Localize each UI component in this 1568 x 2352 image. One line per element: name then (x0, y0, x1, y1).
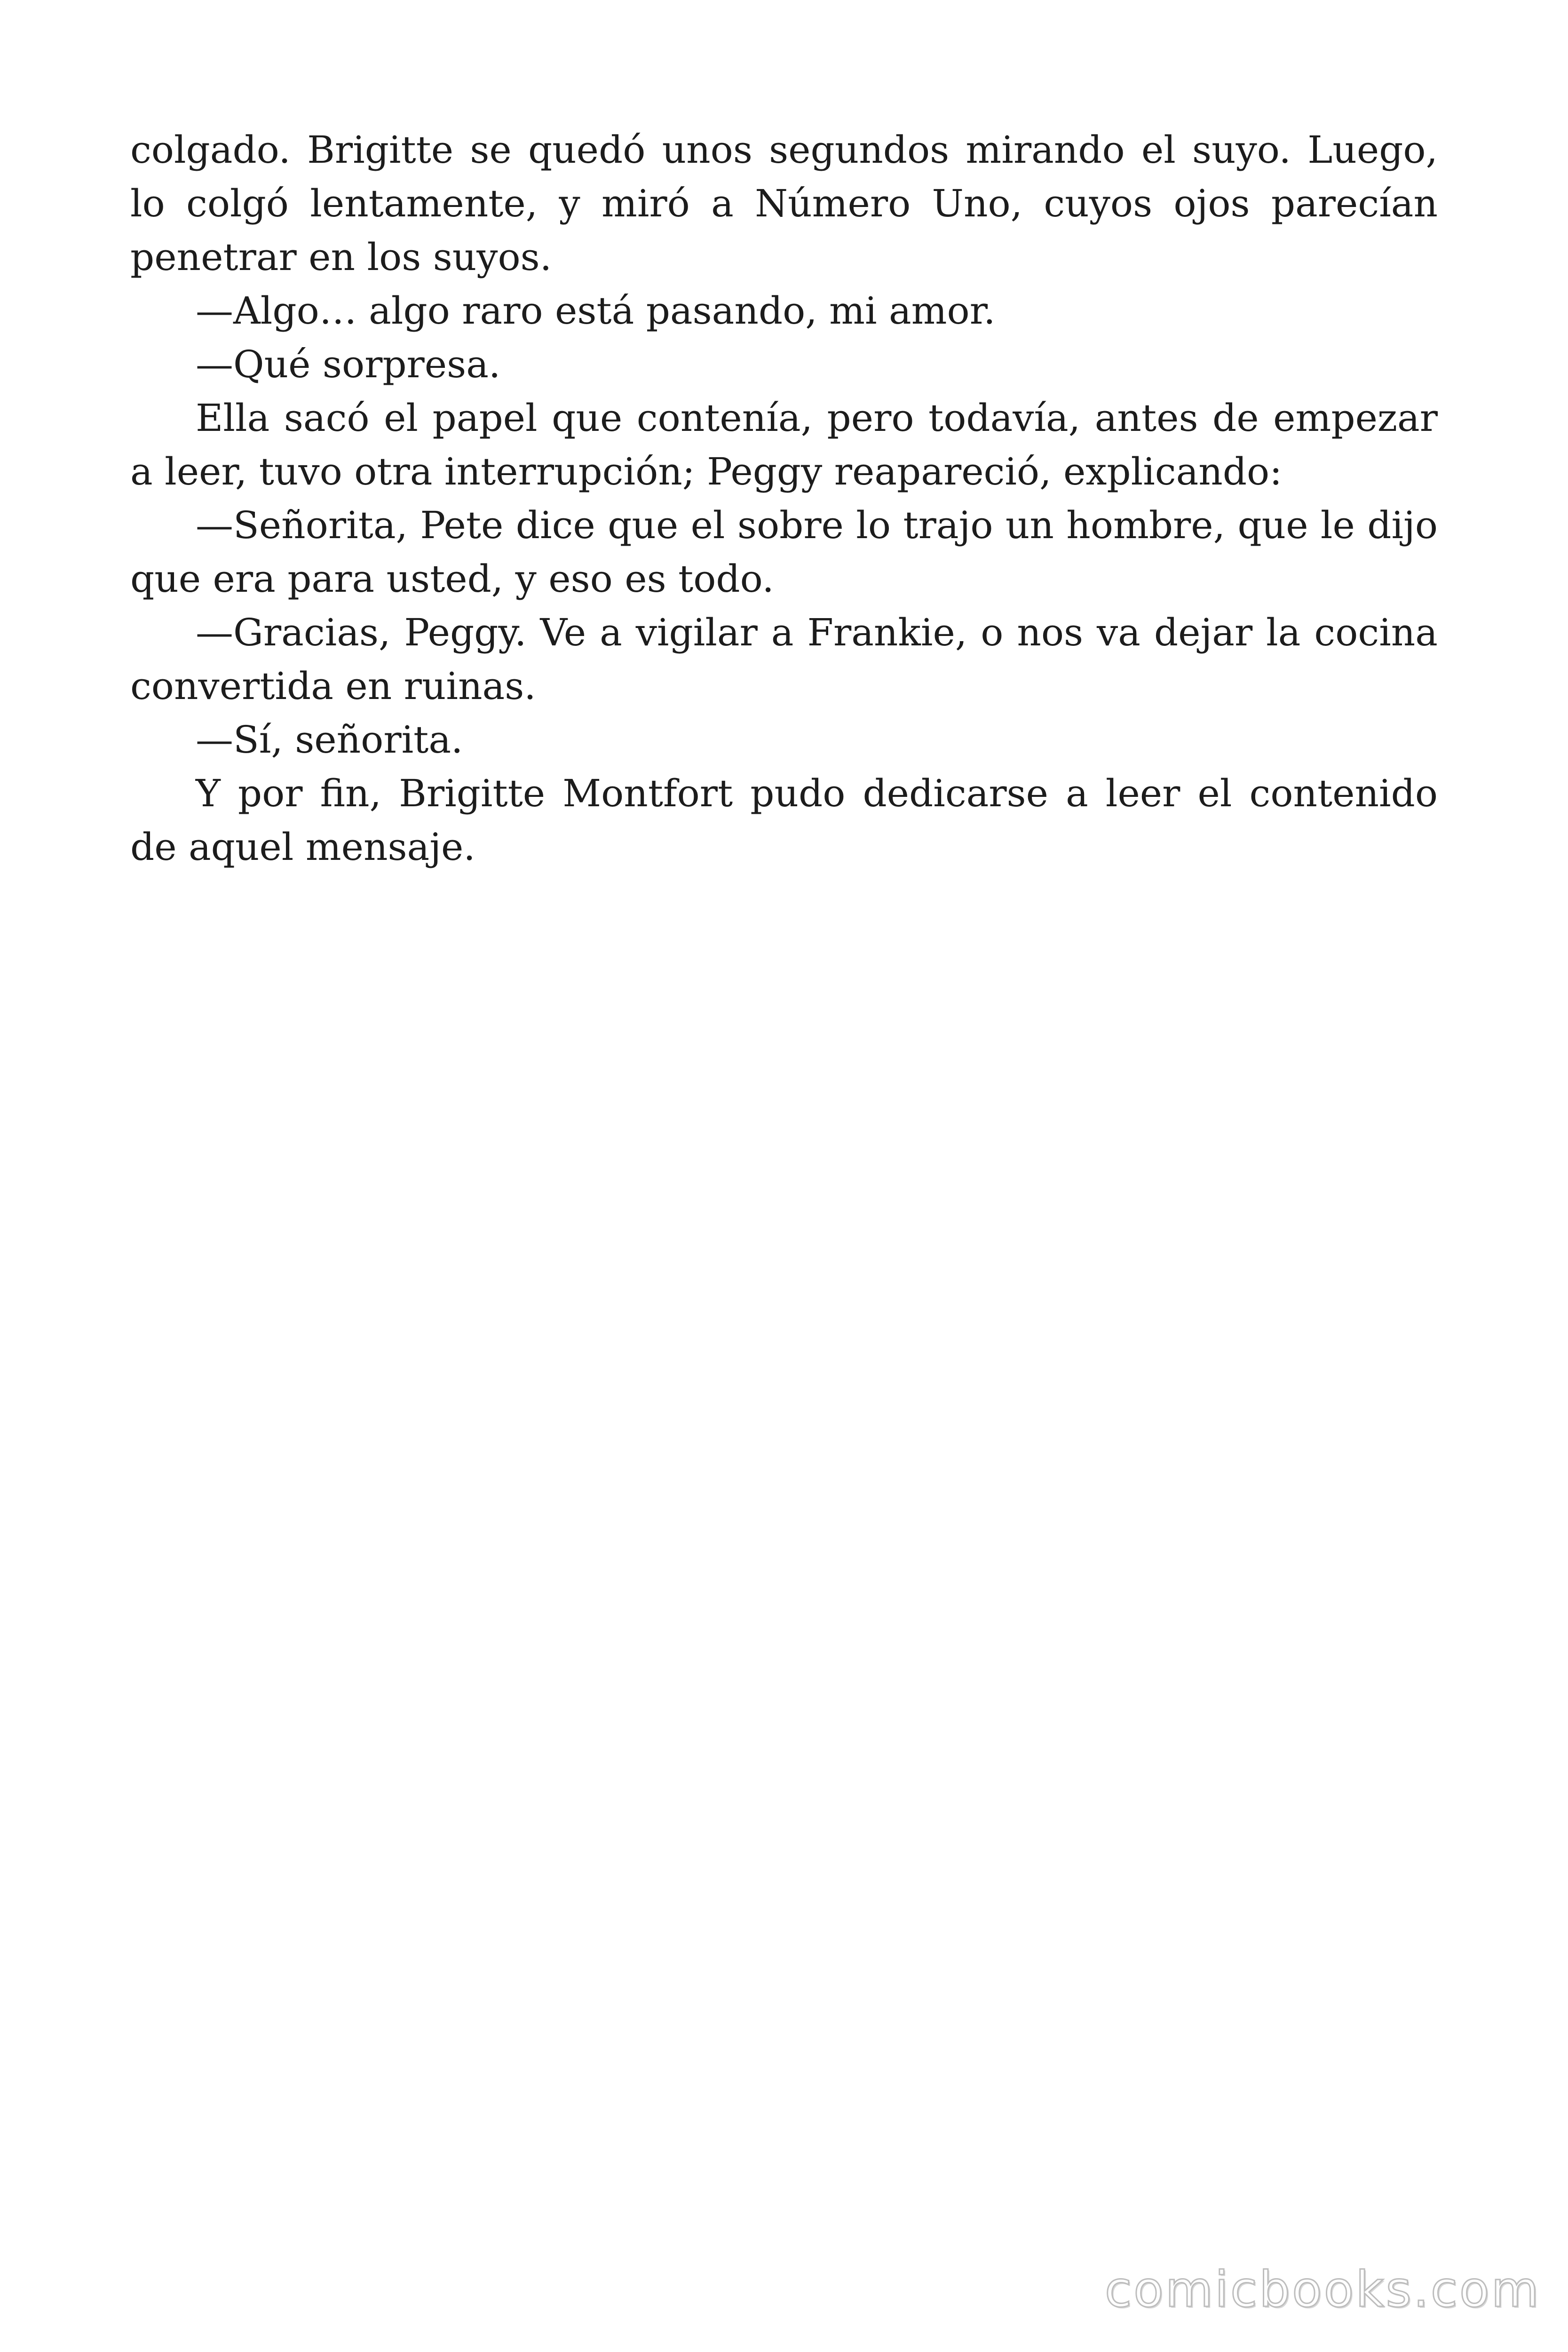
watermark: comicbooks.com (1104, 2261, 1541, 2318)
paragraph-dialogue: —Sí, señorita. (196, 718, 463, 762)
paragraph-dialogue: —Gracias, Peggy. Ve a vigilar a Frankie, o nos va dejar la cocina convertida en ruinas. (130, 611, 1438, 708)
paragraph-dialogue: —Qué sorpresa. (196, 342, 501, 386)
paragraph-dialogue: —Señorita, Pete dice que el sobre lo trajo un hombre, que le dijo que era para usted, y eso es todo. (130, 503, 1438, 601)
paragraph-continuation: colgado. Brigitte se quedó unos segundos mirando el suyo. Luego, lo colgó lentamente, y miró a Número Uno, cuyos ojos parecían penetrar en los suyos. (130, 128, 1438, 279)
paragraph-narration: Y por fin, Brigitte Montfort pudo dedicarse a leer el contenido de aquel mensaje. (130, 771, 1438, 869)
body-text (130, 123, 1438, 874)
paragraph-dialogue: —Algo… algo raro está pasando, mi amor. (196, 289, 996, 333)
paragraph-narration: Ella sacó el papel que contenía, pero todavía, antes de empezar a leer, tuvo otra interrupción; Peggy reapareció, explicando: (130, 396, 1438, 493)
